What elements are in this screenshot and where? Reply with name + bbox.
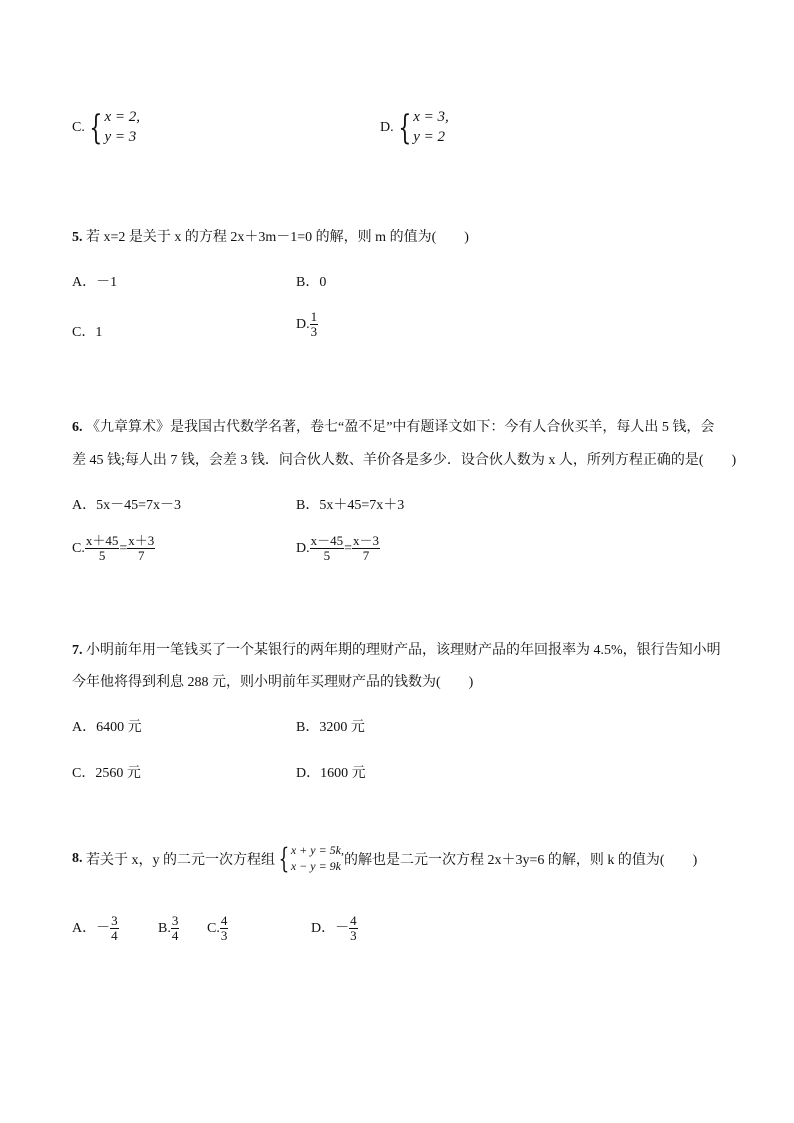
q7-option-b: B．3200 元: [296, 720, 365, 735]
fraction-numerator: 1: [310, 309, 318, 324]
question-6-line1: [72, 416, 714, 436]
q4-option-c-label: C.: [72, 119, 85, 135]
fraction-denominator: 3: [350, 928, 357, 944]
q8-option-a: [72, 914, 119, 944]
q4-option-c-eq2: y = 3: [104, 128, 137, 145]
q6-option-a: A．5x－45=7x－3: [72, 498, 182, 513]
question-7-text-line1: 小明前年用一笔钱买了一个某银行的两年期的理财产品，该理财产品的年回报率为 4.5%，银行告知小明: [86, 643, 721, 658]
question-6-text-line2: 差 45 钱;每人出 7 钱，会差 3 钱．问合伙人数、羊价各是多少．设合伙人数为 x 人，所列方程正确的是( ): [72, 453, 737, 468]
question-8-stem: [72, 843, 697, 874]
q4-option-d-label: D.: [380, 119, 394, 135]
q4-option-c: [72, 108, 140, 147]
fraction-numerator: 3: [111, 913, 118, 928]
fraction-numerator: 4: [350, 913, 357, 928]
q6-option-c: [72, 534, 155, 564]
q4-option-d-eq1: x = 3,: [413, 109, 449, 125]
q6-option-d: [296, 534, 380, 564]
fraction-numerator: x－45: [310, 533, 344, 548]
fraction: [220, 914, 229, 944]
q6-option-c-label: C.: [72, 541, 85, 557]
q8-option-c-label: C.: [207, 921, 220, 937]
question-7-text-line2: 今年他将得到利息 288 元，则小明前年买理财产品的钱数为( ): [72, 675, 474, 690]
fraction-denominator: 5: [98, 548, 106, 564]
question-6-text-line1: 《九章算术》是我国古代数学名著，卷七“盈不足”中有题译文如下：今有人合伙买羊，每人出 5 钱，会: [86, 420, 715, 435]
fraction: [85, 534, 120, 564]
fraction-denominator: 7: [362, 548, 370, 564]
q8-system-eq2: x − y = 9k: [290, 858, 342, 873]
question-6-number: 6.: [72, 420, 83, 435]
q8-option-d-label: D．－: [311, 921, 350, 937]
question-5-stem: [72, 226, 469, 246]
question-7-number: 7.: [72, 643, 83, 658]
brace-icon: {: [397, 107, 411, 148]
q4-option-d-eq2: y = 2: [413, 128, 446, 145]
q8-option-b-label: B.: [158, 921, 171, 937]
fraction-numerator: x＋3: [128, 533, 155, 548]
fraction: [171, 914, 180, 944]
equals-sign: =: [119, 541, 128, 557]
brace-icon: {: [89, 107, 103, 148]
q5-option-d-label: D.: [296, 317, 310, 333]
q8-option-c: [207, 914, 228, 944]
q8-option-b: [158, 914, 179, 944]
fraction-denominator: 3: [220, 928, 228, 944]
fraction: [310, 534, 345, 564]
q8-system-eq1: x + y = 5k,: [290, 843, 345, 857]
question-5-text: 若 x=2 是关于 x 的方程 2x＋3m－1=0 的解，则 m 的值为( ): [86, 230, 469, 245]
q6-option-b: B．5x＋45=7x＋3: [296, 498, 405, 513]
fraction: [110, 914, 119, 944]
question-7-line1: [72, 639, 721, 659]
fraction-denominator: 3: [310, 324, 318, 340]
q7-option-d: D．1600 元: [296, 766, 366, 781]
q7-option-a: A．6400 元: [72, 720, 142, 735]
equals-sign: =: [344, 541, 353, 557]
q6-option-d-label: D.: [296, 541, 310, 557]
brace-icon: {: [278, 841, 290, 875]
q7-option-c: C．2560 元: [72, 766, 141, 781]
q5-option-c: C．1: [72, 325, 103, 340]
q5-option-b: B．0: [296, 275, 327, 290]
fraction-denominator: 5: [323, 548, 331, 564]
fraction-denominator: 4: [111, 928, 118, 944]
q5-option-a: A．－1: [72, 275, 118, 290]
fraction-numerator: 3: [171, 913, 179, 928]
fraction-denominator: 7: [138, 548, 145, 564]
question-8-number: 8.: [72, 850, 83, 866]
fraction: [310, 310, 319, 340]
question-8-text-post: 的解也是二元一次方程 2x＋3y=6 的解，则 k 的值为( ): [344, 852, 698, 868]
fraction-denominator: 4: [171, 928, 179, 944]
fraction: [127, 534, 155, 564]
fraction-numerator: x－3: [353, 533, 380, 548]
fraction: [349, 914, 358, 944]
fraction: [352, 534, 380, 564]
q8-option-a-label: A．－: [72, 921, 111, 937]
fraction-numerator: 4: [220, 913, 228, 928]
q4-option-c-eq1: x = 2,: [104, 109, 141, 125]
q8-option-d: [311, 914, 358, 944]
fraction-numerator: x＋45: [85, 533, 119, 548]
question-8-text-pre: 若关于 x，y 的二元一次方程组: [86, 852, 275, 868]
q5-option-d: [296, 310, 318, 340]
q4-option-d: [380, 108, 449, 147]
question-5-number: 5.: [72, 230, 83, 245]
